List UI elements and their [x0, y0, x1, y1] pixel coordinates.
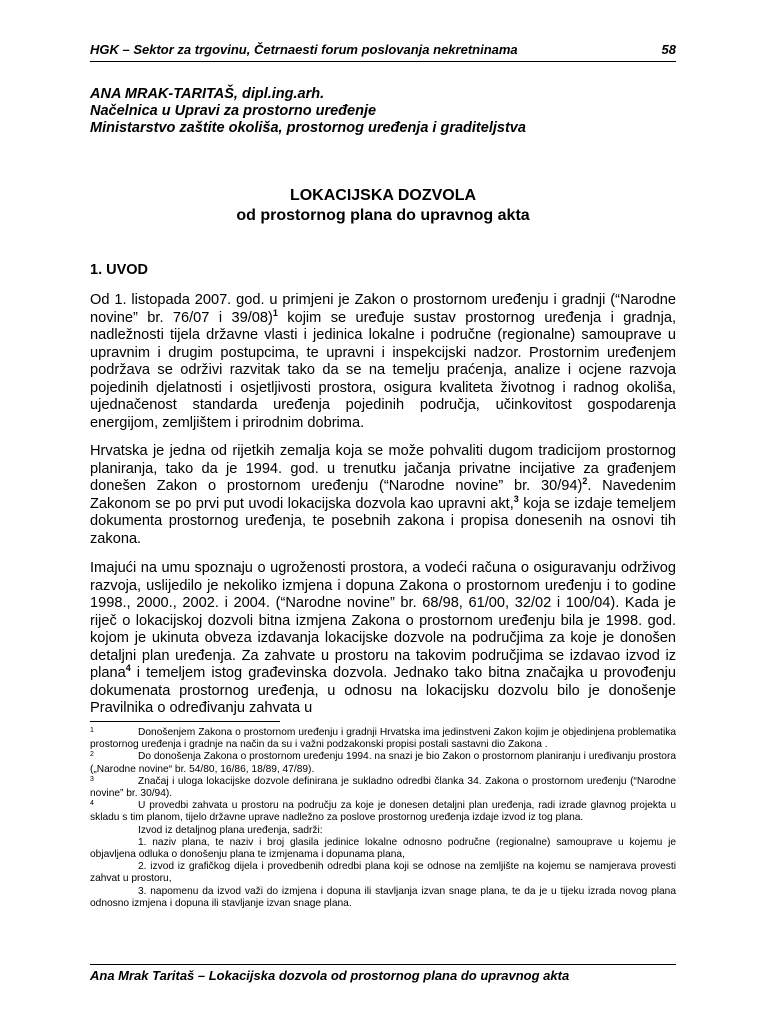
footnote-ref-3[interactable]: 3: [513, 493, 519, 504]
paragraph-3-text-a: Imajući na umu spoznaju o ugroženosti prostora, a vodeći računa o osiguravanju održivog razvoja, uslijedilo je nekoliko izmjena i dopuna Zakona o prostornom uređenju i to godine 1998., 2000., 2002. i 2004. (“Narodne novine” br. 68/98, 61/00, 32/02 i 100/04). Kada je riječ o lokacijskoj dozvoli bitna izmjena Zakona o prostornom uređenju bila je 1998. god. kojom je ukinuta obveza izdavanja lokacijske dozvole na područjima za koje je donošen detaljni plan uređenja. Za zahvate u prostoru na takovim područjima se izdavao izvod iz plana: [90, 560, 676, 681]
footnote-4-intro: Izvod iz detaljnog plana uređenja, sadrži:: [138, 824, 323, 836]
paragraph-1-text-b: kojim se uređuje sustav prostornog uređenja i gradnja, nadležnosti tijela državne vlasti i jedinica lokalne i područne (regionalne) samouprave u upravnim i drugim postupcima, te upravni i inspekcijski nadzor. Prostornim uređenjem podržava se održivi razvitak tako da se na temelju praćenja, analize i ocjene razvoja pojedinih djelatnosti i osjetljivosti prostora, osigura kvaliteta životnog i radnog okoliša, ujednačenost standarda uređenja pojedinih područja, učinkovitost gospodarenja energijom, zemljištem i prirodnim dobrima.: [90, 309, 676, 431]
paragraph-3: [90, 560, 676, 718]
footnote-2-text: Do donošenja Zakona o prostornom uređenju 1994. na snazi je bio Zakon o prostornom planiranju i uređivanju prostora („Narodne novine“ br. 54/80, 16/86, 18/89, 47/89).: [90, 751, 676, 775]
footnote-2: [90, 751, 676, 775]
title-line-1: LOKACIJSKA DOZVOLA: [289, 187, 477, 204]
footnote-4-item-3: 3. napomenu da izvod važi do izmjena i dopuna ili stavljanja izvan snage plana, te da je u tijeku izrada novog plana odnosno izmjena i dopuna ili stavljanje izvan snage plana.: [90, 885, 676, 909]
footnote-1-text: Donošenjem Zakona o prostornom uređenju i gradnji Hrvatska ima jedinstveni Zakon kojim je objedinjena problematika prostornog uređenja i gradnje na način da su i važni podzakonski propisi postali sastavni dio Zakona .: [90, 727, 676, 751]
footnote-3-text: Značaj i uloga lokacijske dozvole definirana je sukladno odredbi članka 34. Zakona o prostornom uređenju (“Narodne novine” br. 30/94).: [90, 775, 676, 800]
paragraph-2: [90, 443, 676, 548]
footnote-4: [90, 800, 676, 910]
paragraph-1: [90, 292, 676, 432]
author-name: ANA MRAK-TARITAŠ, dipl.ing.arh.: [90, 86, 325, 102]
footnote-2-mark: 2: [90, 751, 94, 759]
header-title: HGK – Sektor za trgovinu, Četrnaesti forum poslovanja nekretninama: [90, 42, 518, 57]
footnote-1: [90, 727, 676, 751]
footnote-ref-2[interactable]: 2: [582, 476, 588, 487]
footnote-ref-1[interactable]: 1: [272, 307, 278, 318]
footnote-4-mark: 4: [90, 800, 94, 808]
title-line-2: od prostornog plana do upravnog akta: [236, 207, 530, 224]
page-header: [90, 42, 676, 57]
footnote-separator: [90, 721, 280, 722]
footer-rule: [90, 964, 676, 965]
footnote-1-mark: 1: [90, 727, 94, 734]
paragraph-2-text-a: Hrvatska je jedna od rijetkih zemalja koja se može pohvaliti dugom tradicijom prostornog planiranja, tako da je 1994. god. u trenutku jačanja privatne incijative za građenjem donešen Zakon o prostornom uređenju (“Narodne novine” br. 30/94): [90, 443, 676, 494]
author-role: Načelnica u Upravi za prostorno uređenje: [90, 103, 377, 119]
author-block: [90, 86, 676, 137]
header-rule: [90, 61, 676, 62]
paragraph-1-text-a: Od 1. listopada 2007. god. u primjeni je Zakon o prostornom uređenju i gradnji (“Narodne novine” br. 76/07 i 39/08): [90, 292, 676, 326]
footnote-ref-4[interactable]: 4: [125, 663, 131, 674]
page-number: 58: [661, 42, 676, 57]
footnote-3-mark: 3: [90, 775, 94, 783]
footnote-4-item-2: 2. izvod iz grafičkog dijela i provedbenih odredbi plana koji se odnose na zemljište na kojemu se namjerava provesti zahvat u prostoru,: [90, 861, 676, 885]
footnote-4-text: U provedbi zahvata u prostoru na području za koje je donesen detaljni plan uređenja, radi izrade glavnog projekta u skladu s tim planom, tijelo državne uprave nadležno za poslove prostornog uređenja izdaje izvod iz tog plana.: [90, 800, 676, 824]
section-heading: 1. UVOD: [90, 262, 149, 278]
document-title: [90, 186, 676, 226]
paragraph-3-text-b: i temeljem istog građevinska dozvola. Jednako tako bitna značajka u provođenju dokumenata prostornog uređenja, u odnosu na lokacijsku dozvolu bilo je donošenje Pravilnika o određivanju zahvata u: [90, 665, 676, 716]
paragraph-2-text-c: koja se izdaje temeljem dokumenta prostornog uređenja, te posebnih zakona i propisa donesenih na osnovi tih zakona.: [90, 495, 676, 547]
page-footer: Ana Mrak Taritaš – Lokacijska dozvola od prostornog plana do upravnog akta: [90, 968, 570, 983]
footnotes: [90, 727, 676, 910]
footnote-3: [90, 776, 676, 800]
footnote-4-item-1: 1. naziv plana, te naziv i broj glasila jedinice lokalne odnosno područne (regionalne) samouprave u kojemu je objavljena odluka o donošenju plana te izmjenama i dopunama plana,: [90, 836, 676, 861]
author-ministry: Ministarstvo zaštite okoliša, prostornog uređenja i graditeljstva: [90, 120, 526, 136]
paragraph-2-text-b: . Navedenim Zakonom se po prvi put uvodi lokacijska dozvola kao upravni akt,: [90, 478, 677, 512]
